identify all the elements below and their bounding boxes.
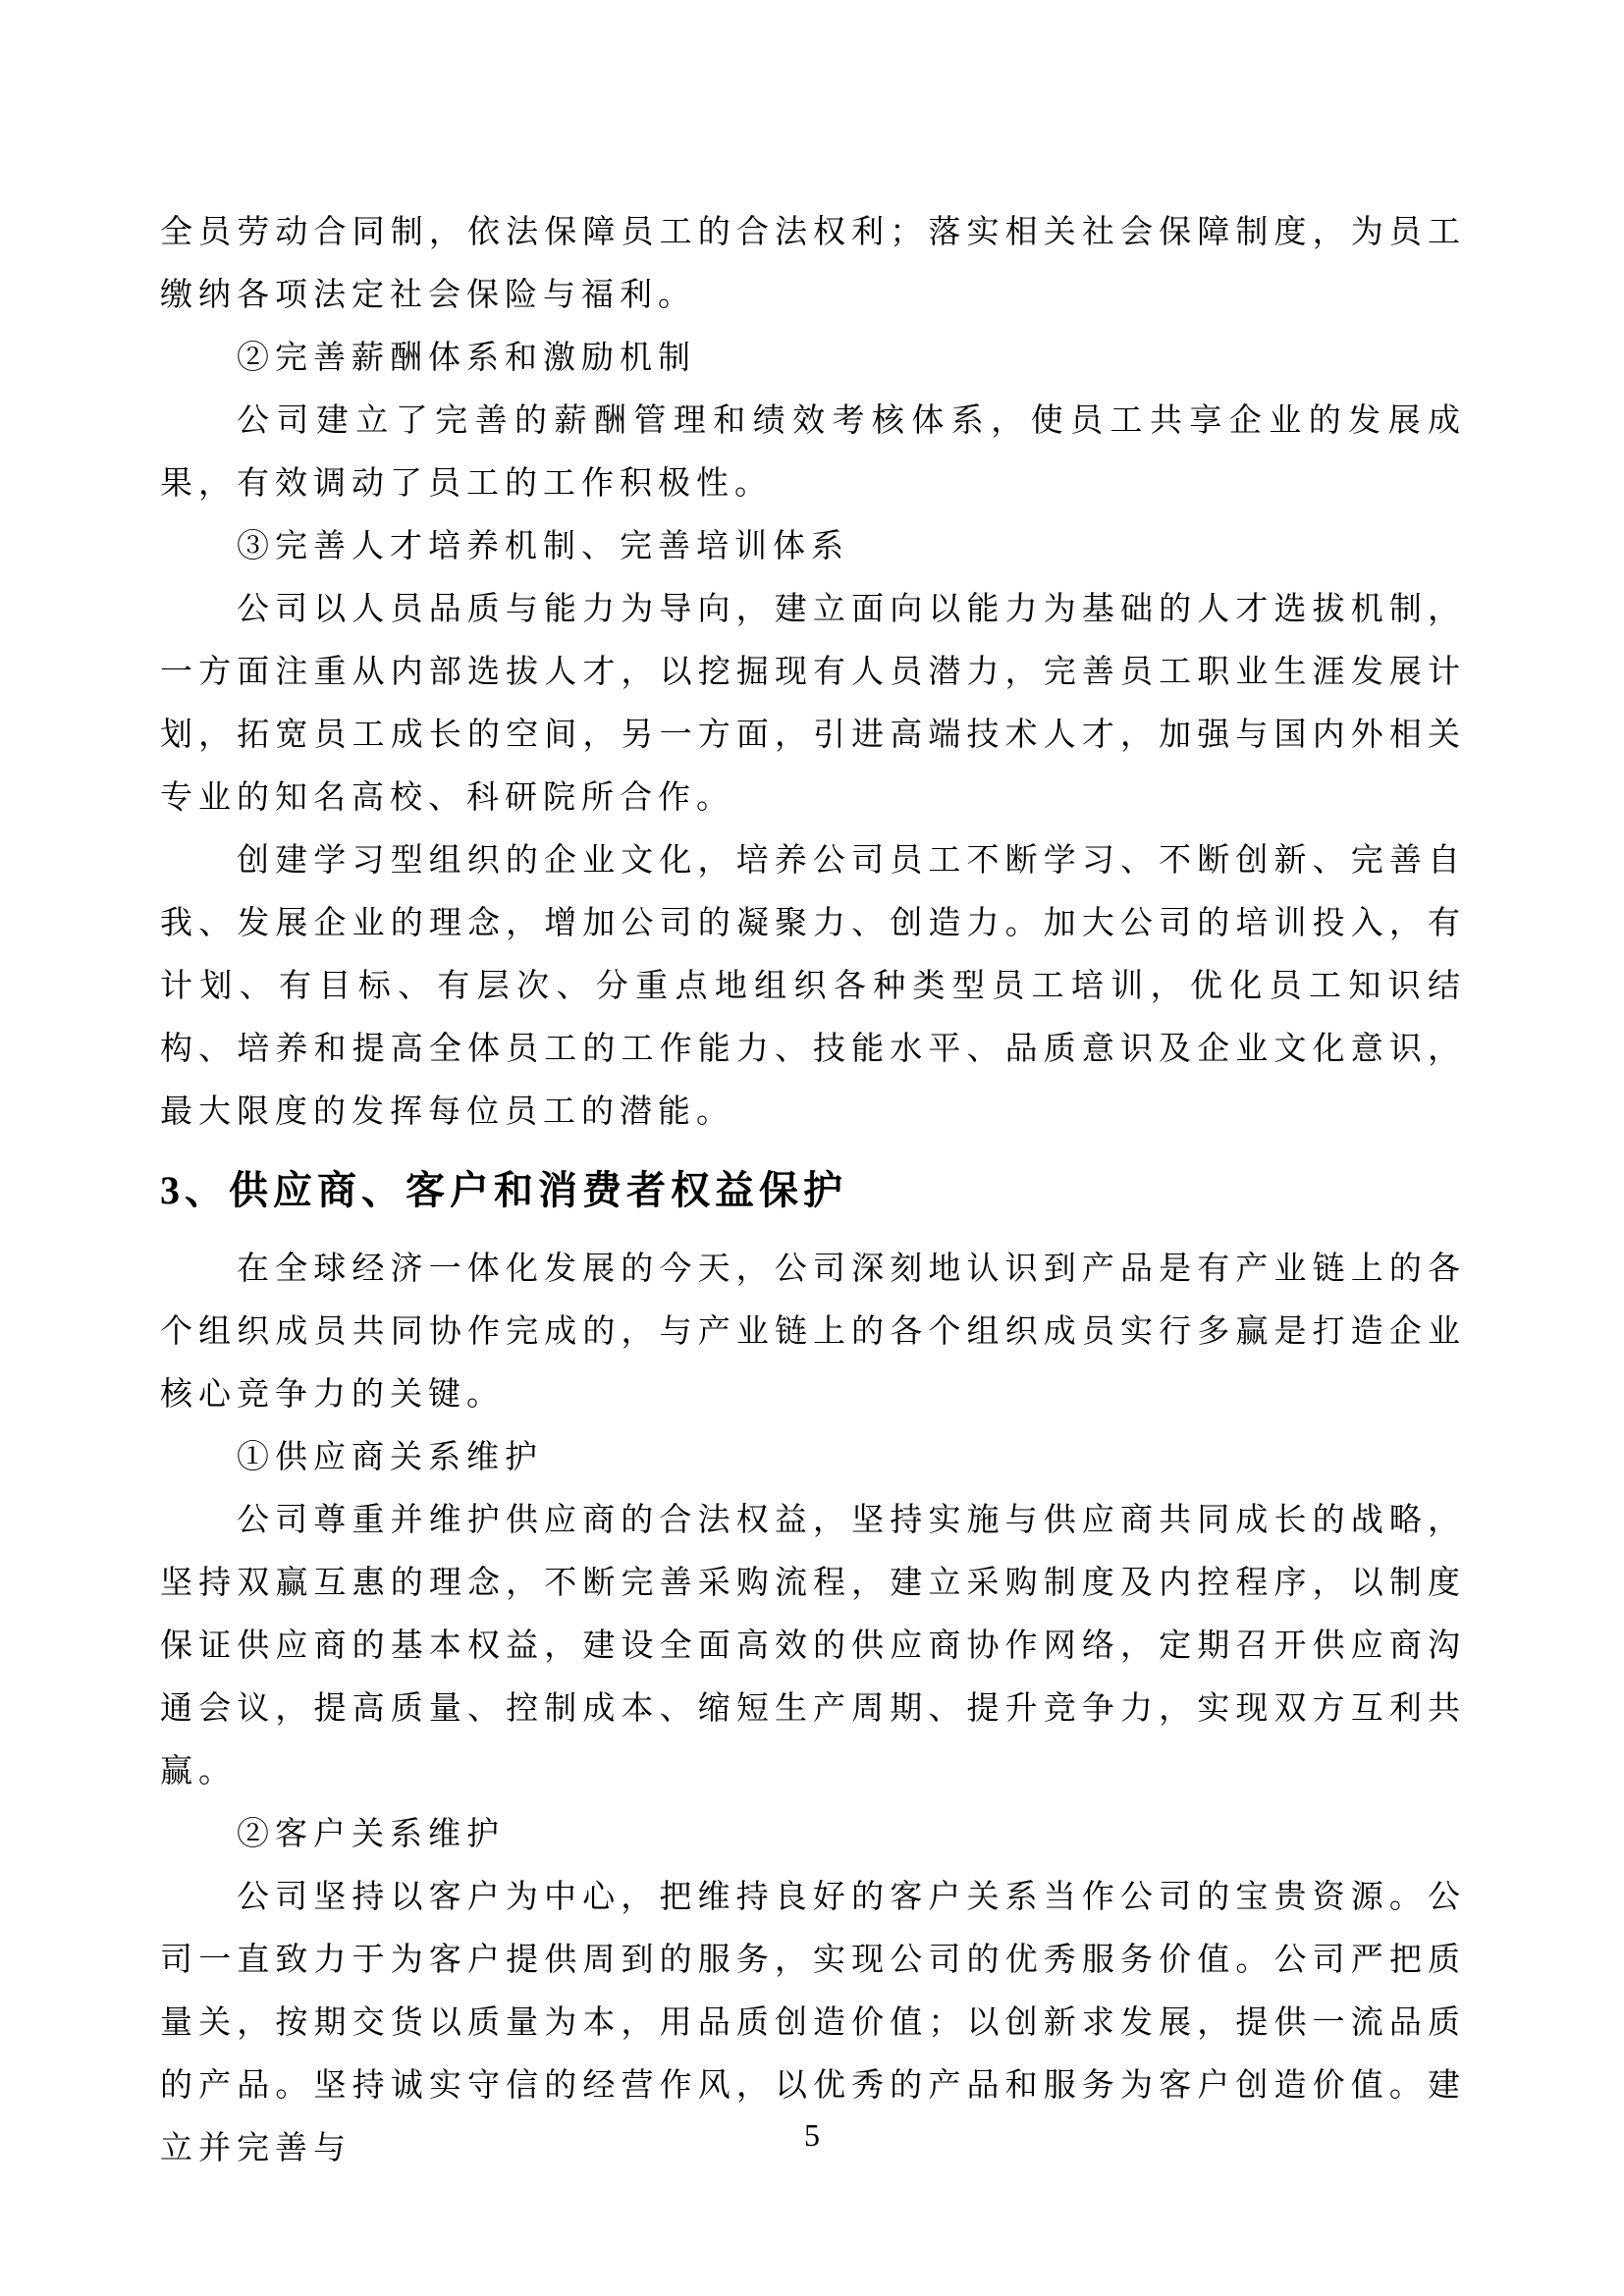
page-footer [0, 2104, 1624, 2166]
body-paragraph: 在全球经济一体化发展的今天，公司深刻地认识到产品是有产业链上的各个组织成员共同协作完成的，与产业链上的各个组织成员实行多赢是打造企业核心竞争力的关键。 [160, 1252, 1466, 1413]
body-paragraph: ①供应商关系维护 [237, 1440, 543, 1475]
body-paragraph: 公司建立了完善的薪酬管理和绩效考核体系，使员工共享企业的发展成果，有效调动了员工的工作积极性。 [160, 403, 1466, 502]
body-paragraph: 公司尊重并维护供应商的合法权益，坚持实施与供应商共同成长的战略，坚持双赢互惠的理念，不断完善采购流程，建立采购制度及内控程序，以制度保证供应商的基本权益，建设全面高效的供应商协作网络，定期召开供应商沟通会议，提高质量、控制成本、缩短生产周期、提升竞争力，实现双方互利共赢。 [160, 1503, 1466, 1789]
document-body [160, 201, 1466, 2180]
body-paragraph: 公司以人员品质与能力为导向，建立面向以能力为基础的人才选拔机制，一方面注重从内部选拔人才，以挖掘现有人员潜力，完善员工职业生涯发展计划，拓宽员工成长的空间，另一方面，引进高端技术人才，加强与国内外相关专业的知名高校、科研院所合作。 [160, 592, 1466, 816]
body-paragraph: 公司坚持以客户为中心，把维持良好的客户关系当作公司的宝贵资源。公司一直致力于为客户提供周到的服务，实现公司的优秀服务价值。公司严把质量关，按期交货以质量为本，用品质创造价值；以创新求发展，提供一流品质的产品。坚持诚实守信的经营作风，以优秀的产品和服务为客户创造价值。建立并完善与 [160, 1880, 1466, 2166]
body-paragraph: ②完善薪酬体系和激励机制 [237, 341, 696, 376]
body-paragraph: ③完善人才培养机制、完善培训体系 [237, 529, 849, 564]
body-paragraph: 全员劳动合同制，依法保障员工的合法权利；落实相关社会保障制度，为员工缴纳各项法定社会保险与福利。 [160, 215, 1466, 313]
body-paragraph: 创建学习型组织的企业文化，培养公司员工不断学习、不断创新、完善自我、发展企业的理念，增加公司的凝聚力、创造力。加大公司的培训投入，有计划、有目标、有层次、分重点地组织各种类型员工培训，优化员工知识结构、培养和提高全体员工的工作能力、技能水平、品质意识及企业文化意识，最大限度的发挥每位员工的潜能。 [160, 843, 1466, 1130]
section-heading: 3、供应商、客户和消费者权益保护 [160, 1168, 847, 1212]
page-number: 5 [804, 2117, 820, 2153]
body-paragraph: ②客户关系维护 [237, 1817, 505, 1852]
